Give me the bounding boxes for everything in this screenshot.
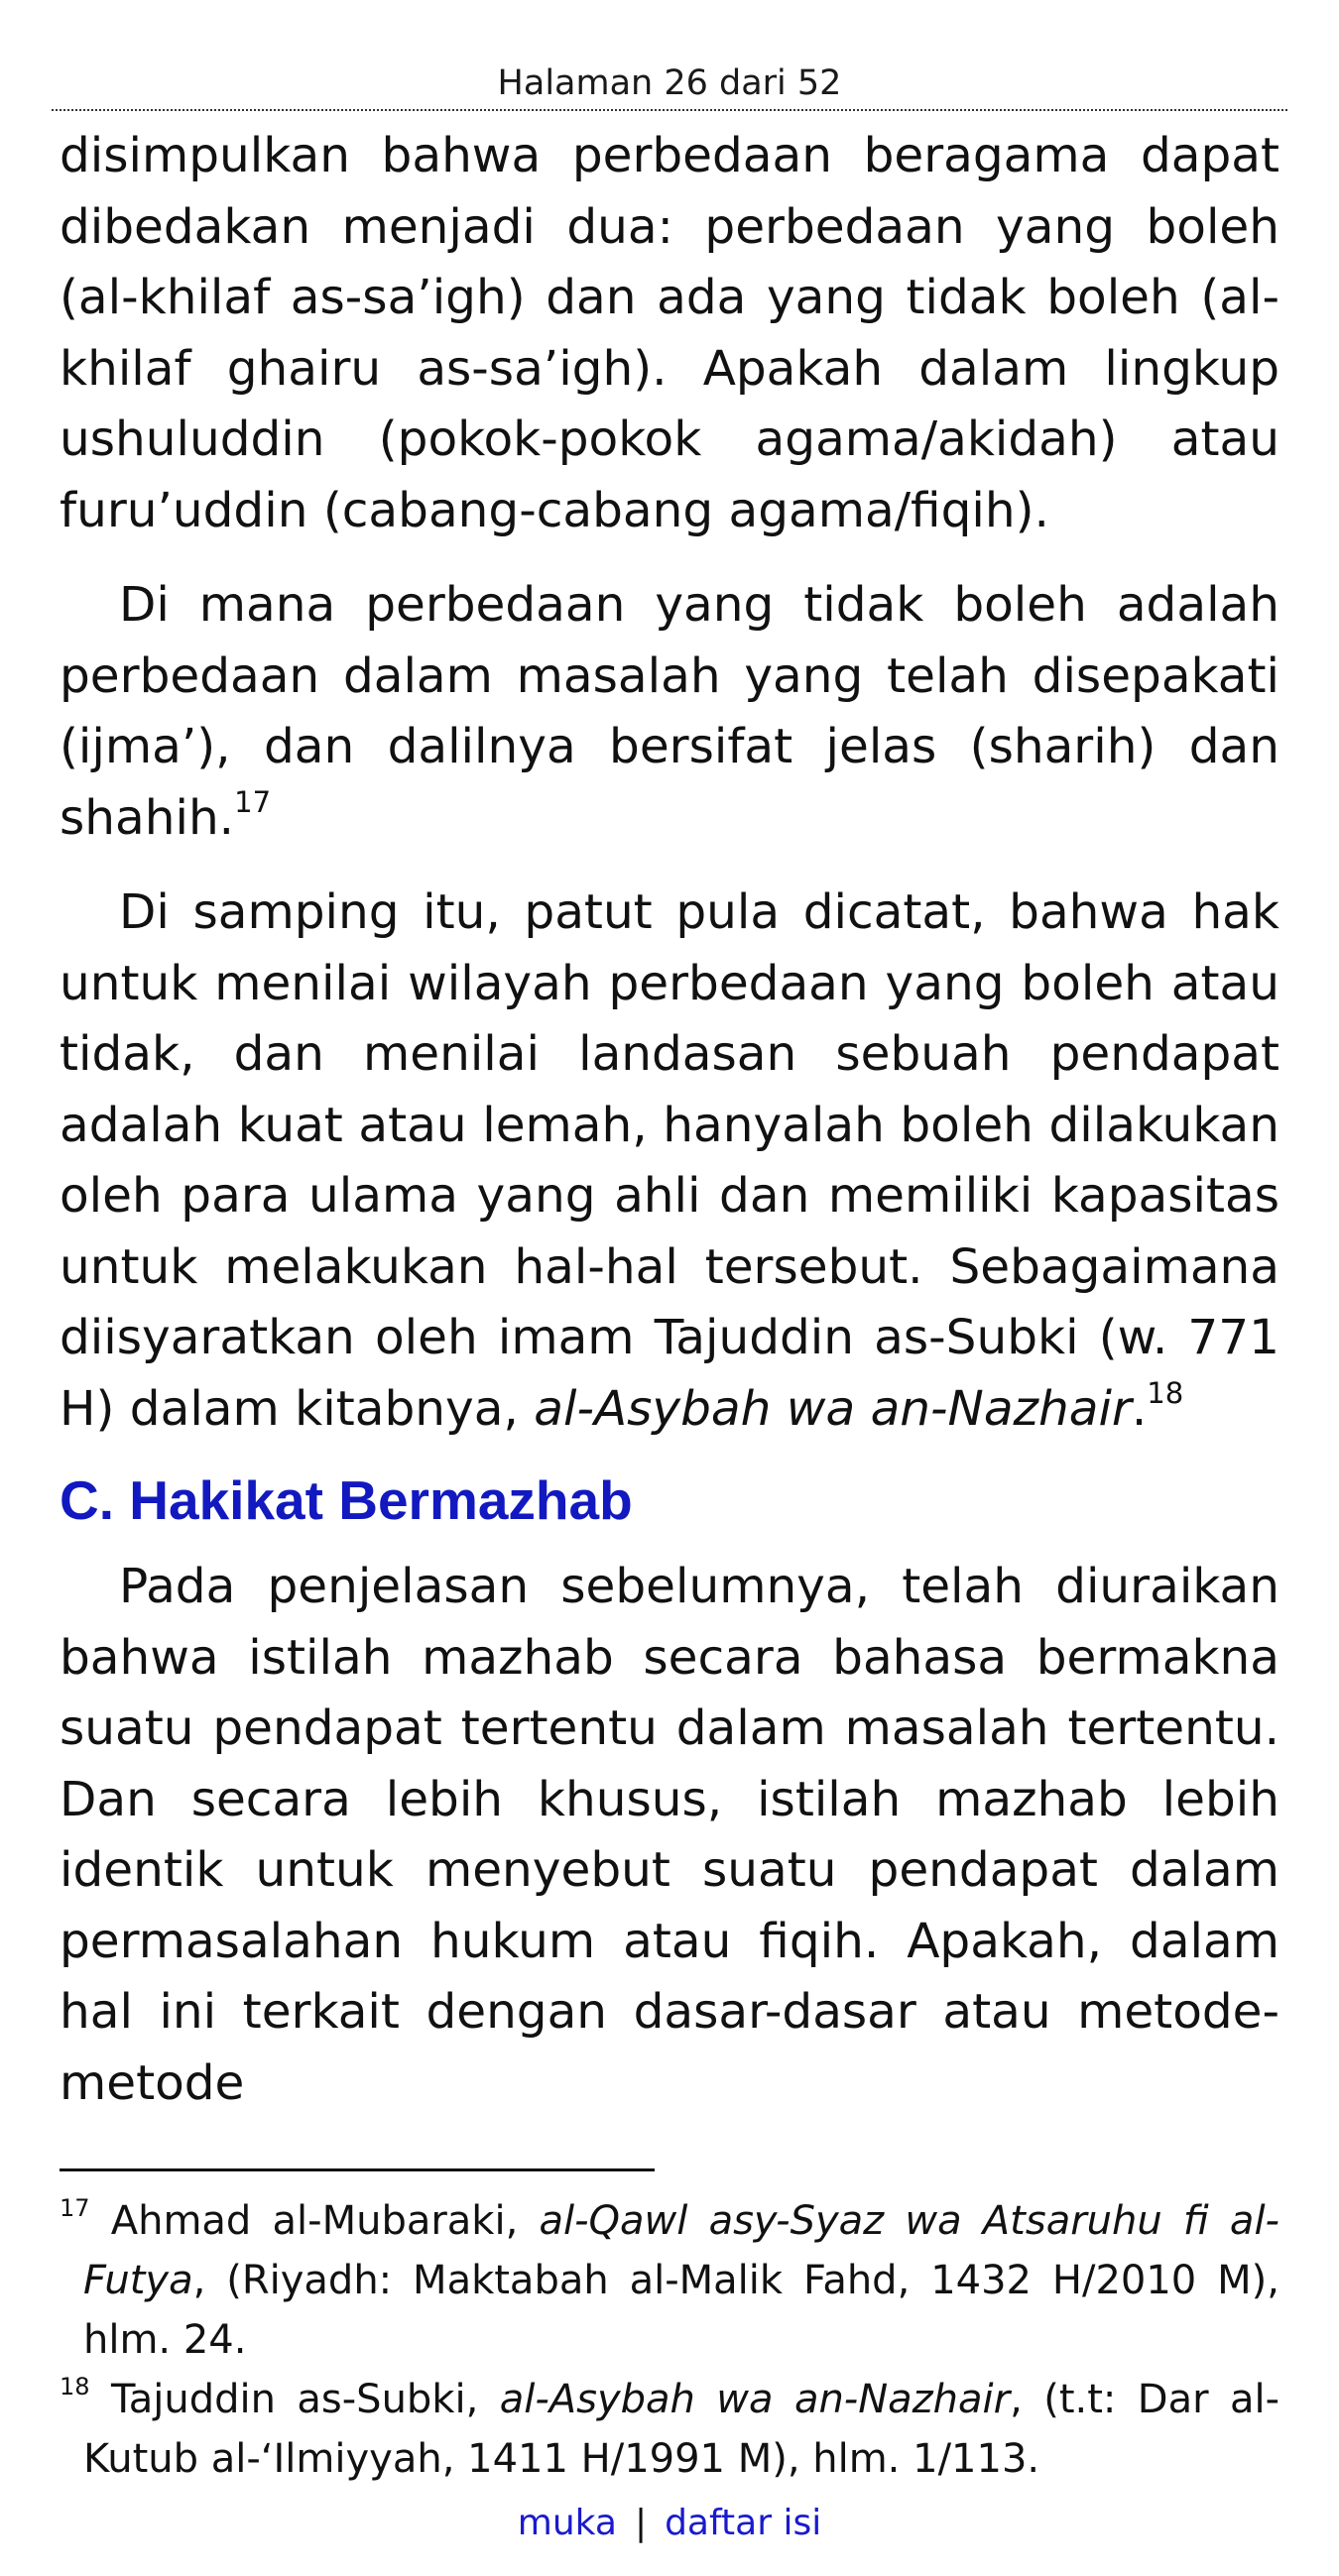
paragraph-3-end: .: [1131, 1380, 1148, 1437]
paragraph-2-text: Di mana perbedaan yang tidak boleh adalah perbedaan dalam masalah yang telah disepakati (ijma’), dan dalilnya bersifat jelas (sharih) dan shahih.: [60, 577, 1279, 846]
paragraph-2: [60, 570, 1279, 854]
footnote-ref-18[interactable]: 18: [1147, 1375, 1184, 1410]
book-title: al-Asybah wa an-Nazhair: [534, 1380, 1132, 1437]
home-link[interactable]: muka: [517, 2503, 617, 2543]
page-header: [60, 0, 1279, 109]
footnote-publication: , (Riyadh: Maktabah al-Malik Fahd, 1432 H/2010 M), hlm. 24.: [83, 2258, 1279, 2363]
page-number-label: Halaman 26 dari 52: [497, 63, 842, 103]
footnote-author: Tajuddin as-Subki,: [89, 2377, 500, 2422]
footnote-18: [60, 2370, 1279, 2489]
footnote-divider: [60, 2168, 655, 2171]
footnote-title: al-Qawl asy-Syaz wa Atsaruhu fi al-Futya: [83, 2198, 1279, 2303]
footnote-publication: , (t.t: Dar al-Kutub al-‘Ilmiyyah, 1411 H/1991 M), hlm. 1/113.: [83, 2377, 1280, 2482]
paragraph-1: [60, 121, 1279, 546]
footnote-17: [60, 2191, 1279, 2370]
page-navigation: [60, 2499, 1279, 2548]
header-divider: [52, 109, 1287, 111]
footnote-author: Ahmad al-Mubaraki,: [89, 2198, 540, 2244]
section-heading: C. Hakikat Bermazhab: [60, 1469, 633, 1531]
paragraph-3-text: Di samping itu, patut pula dicatat, bahwa hak untuk menilai wilayah perbedaan yang boleh atau tidak, dan menilai landasan sebuah pendapat adalah kuat atau lemah, hanyalah boleh dilakukan oleh para ulama yang ahli dan memiliki kapasitas untuk melakukan hal-hal tersebut. Sebagaimana diisyaratkan oleh imam Tajuddin as-Subki (w. 771 H) dalam kitabnya,: [60, 884, 1279, 1437]
table-of-contents-link[interactable]: daftar isi: [665, 2503, 822, 2543]
footnote-number: 18: [60, 2373, 90, 2400]
paragraph-3: [60, 878, 1279, 1445]
paragraph-4: [60, 1552, 1279, 2119]
paragraph-4-text: Pada penjelasan sebelumnya, telah diuraikan bahwa istilah mazhab secara bahasa bermakna suatu pendapat tertentu dalam masalah tertentu. Dan secara lebih khusus, istilah mazhab lebih identik untuk menyebut suatu pendapat dalam permasalahan hukum atau fiqih. Apakah, dalam hal ini terkait dengan dasar-dasar atau metode-metode: [60, 1559, 1279, 2111]
nav-separator: |: [634, 2503, 648, 2543]
footnote-number: 17: [60, 2194, 90, 2222]
footnote-ref-17[interactable]: 17: [234, 784, 272, 819]
footnote-title: al-Asybah wa an-Nazhair: [499, 2377, 1011, 2422]
document-page: [60, 0, 1279, 2548]
paragraph-1-text: disimpulkan bahwa perbedaan beragama dapat dibedakan menjadi dua: perbedaan yang boleh (al-khilaf as-sa’igh) dan ada yang tidak boleh (al-khilaf ghairu as-sa’igh). Apakah dalam lingkup ushuluddin (pokok-pokok agama/akidah) atau furu’uddin (cabang-cabang agama/fiqih).: [60, 128, 1279, 538]
